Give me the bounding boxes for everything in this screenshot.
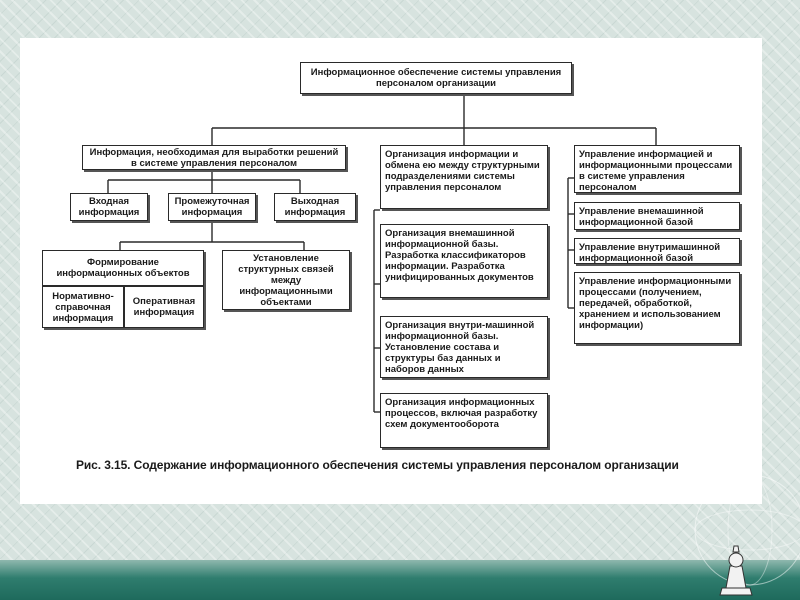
forming-objects-box: Формирование информационных объектов — [42, 250, 204, 286]
org-exchange-box: Организация информации и обмена ею между структурными подразделениями системы управления персоналом — [380, 145, 548, 209]
diagram-slide — [20, 38, 762, 504]
manage-external-box: Управление внемашинной информационной базой — [574, 202, 740, 230]
external-base-box: Организация внемашинной информационной базы. Разработка классификаторов информации. Разработка унифицированных документов — [380, 224, 548, 298]
operative-info-box: Оперативная информация — [124, 286, 204, 328]
outgoing-info-box: Выходная информация — [274, 193, 356, 221]
info-processes-box: Организация информационных процессов, включая разработку схем документооборота — [380, 393, 548, 448]
structural-links-box: Установление структурных связей между информационными объектами — [222, 250, 350, 310]
normative-info-box: Нормативно-справочная информация — [42, 286, 124, 328]
incoming-info-box: Входная информация — [70, 193, 148, 221]
manage-processes-box: Управление информационными процессами (получением, передачей, обработкой, хранением и использованием информации) — [574, 272, 740, 344]
left-head-box: Информация, необходимая для выработки решений в системе управления персоналом — [82, 145, 346, 170]
manage-internal-box: Управление внутримашинной информационной базой — [574, 238, 740, 264]
root-box: Информационное обеспечение системы управления персоналом организации — [300, 62, 572, 94]
figure-caption: Рис. 3.15. Содержание информационного обеспечения системы управления персоналом организации — [76, 458, 679, 472]
intermediate-info-box: Промежуточная информация — [168, 193, 256, 221]
internal-base-box: Организация внутри-машинной информационной базы. Установление состава и структуры баз данных и наборов данных — [380, 316, 548, 378]
manage-info-box: Управление информацией и информационными процессами в системе управления персоналом — [574, 145, 740, 193]
